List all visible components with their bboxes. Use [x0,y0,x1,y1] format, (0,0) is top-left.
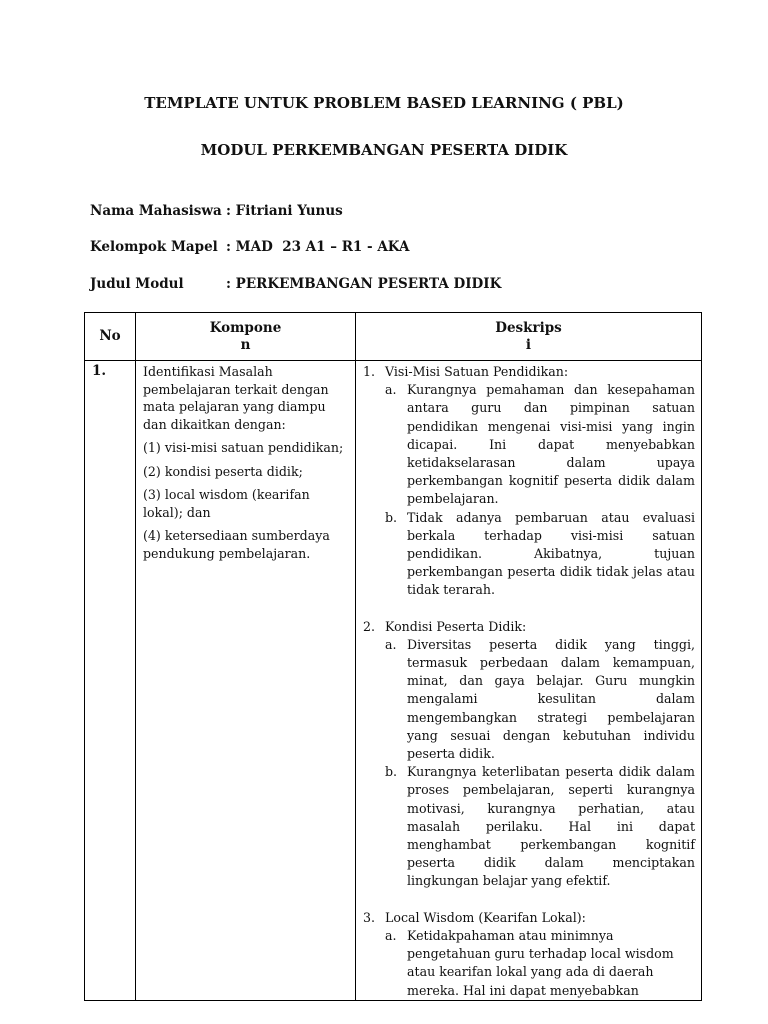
module-row [90,276,501,292]
list-item: a. Kurangnya pemahaman dan kesepahaman antara guru dan pimpinan satuan pendidikan mengenai visi-misi yang ingin dicapai. Ini dapat menyebabkan ketidakselarasan dalam upaya perkembangan kognitif peserta didik dalam pembelajaran. [385,382,695,507]
komponen-intro: Identifikasi Masalah pembelajaran terkait dengan mata pelajaran yang diampu dan dikaitkan dengan: [143,364,329,432]
student-name-label: Nama Mahasiswa [90,203,222,219]
section-kondisi: 2. Kondisi Peserta Didik: a. Diversitas peserta didik yang tinggi, termasuk perbedaan dalam kemampuan, minat, dan gaya belajar. Guru mungkin mengalami kesulitan dalam mengembangkan strategi pembelajaran yang sesuai dengan kebutuhan individu peserta didik. b. Kurangnya keterlibatan peserta didik dalam proses pembelajaran, seperti kurangnya motivasi, kurangnya perhatian, atau masalah perilaku. Hal ini dapat menghambat perkembangan kognitif peserta didik dalam menciptakan lingkungan belajar yang efektif. [363,618,695,891]
list-item: a. Diversitas peserta didik yang tinggi, termasuk perbedaan dalam kemampuan, minat, dan gaya belajar. Guru mungkin mengalami kesulitan dalam mengembangkan strategi pembelajaran yang sesuai dengan kebutuhan individu peserta didik. [385,636,695,762]
section-title: Kondisi Peserta Didik: [385,618,527,634]
list-item: a. Ketidakpahaman atau minimnya pengetahuan guru terhadap local wisdom atau kearifan lokal yang ada di daerah mereka. Hal ini dapat menyebabkan [385,927,674,998]
header-komponen: Kompone n [136,313,356,361]
section-title: Local Wisdom (Kearifan Lokal): [385,909,586,925]
header-deskripsi: Deskrips i [356,313,702,361]
pbl-table [84,312,702,1001]
document-title: TEMPLATE UNTUK PROBLEM BASED LEARNING ( PBL) [144,94,624,112]
deskripsi-cell [356,361,702,1001]
list-item: b. Tidak adanya pembaruan atau evaluasi berkala terhadap visi-misi satuan pendidikan. Akibatnya, tujuan perkembangan peserta didik tidak jelas atau tidak terarah. [385,509,695,598]
komponen-item-2: (2) kondisi peserta didik; [143,463,303,479]
table-header-row [85,313,702,361]
group-label: Kelompok Mapel [90,239,218,255]
section-visi-misi: 1. Visi-Misi Satuan Pendidikan: a. Kurangnya pemahaman dan kesepahaman antara guru dan pimpinan satuan pendidikan mengenai visi-misi yang ingin dicapai. Ini dapat menyebabkan ketidakselarasan dalam upaya perkembangan kognitif peserta didik dalam pembelajaran. b. Tidak adanya pembaruan atau evaluasi berkala terhadap visi-misi satuan pendidikan. Akibatnya, tujuan perkembangan peserta didik tidak jelas atau tidak terarah. [363,363,695,600]
group-row [90,239,409,255]
komponen-item-3: (3) local wisdom (kearifan lokal); dan [143,487,310,520]
section-title: Visi-Misi Satuan Pendidikan: [385,364,569,379]
row-number: 1. [85,361,136,1001]
student-name-value: : Fitriani Yunus [226,203,343,219]
module-value: : PERKEMBANGAN PESERTA DIDIK [226,276,502,292]
table-row [85,361,702,1001]
komponen-item-4: (4) ketersediaan sumberdaya pendukung pembelajaran. [143,528,330,561]
section-local-wisdom: 3. Local Wisdom (Kearifan Lokal): a. Ketidakpahaman atau minimnya pengetahuan guru terhadap local wisdom atau kearifan lokal yang ada di daerah mereka. Hal ini dapat menyebabkan [363,909,695,1000]
komponen-cell [136,361,356,1001]
module-title: MODUL PERKEMBANGAN PESERTA DIDIK [200,141,568,159]
list-item: b. Kurangnya keterlibatan peserta didik dalam proses pembelajaran, seperti kurangnya motivasi, kurangnya perhatian, atau masalah perilaku. Hal ini dapat menghambat perkembangan kognitif peserta didik dalam menciptakan lingkungan belajar yang efektif. [385,764,695,889]
student-name-row [90,203,343,219]
header-no: No [85,313,136,361]
group-value: : MAD 23 A1 – R1 - AKA [226,239,410,255]
module-label: Judul Modul [90,276,184,292]
komponen-item-1: (1) visi-misi satuan pendidikan; [143,440,344,455]
